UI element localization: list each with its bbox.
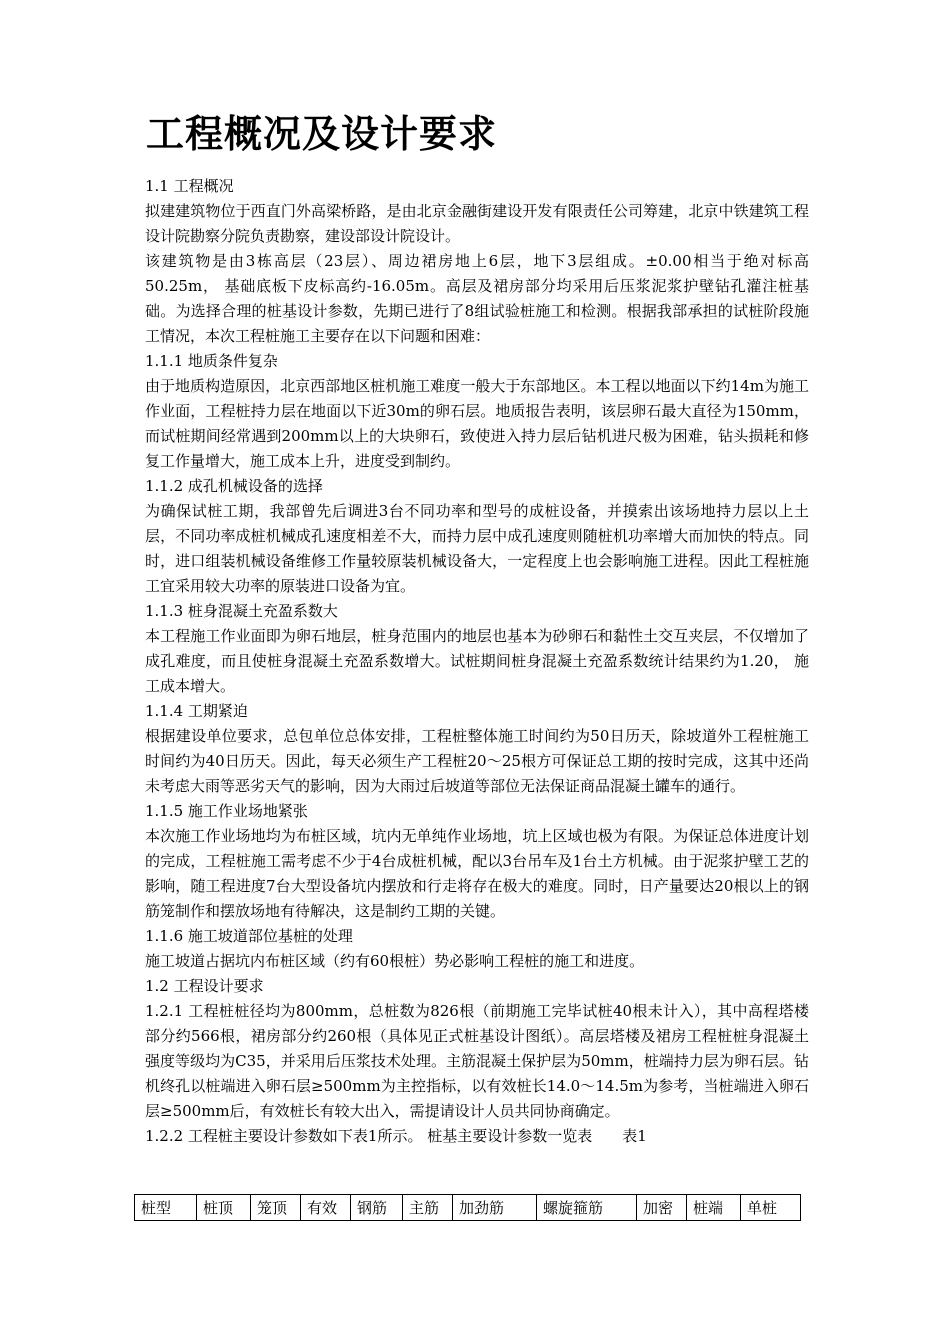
- table-header-cell: 有效: [301, 1195, 351, 1221]
- table-header-cell: 加劲筋: [453, 1195, 537, 1221]
- table-header-row: [135, 1195, 801, 1221]
- section-heading: 1.1.1 地质条件复杂: [145, 352, 278, 370]
- section-heading: 1.1 工程概况: [145, 177, 234, 195]
- table-header-cell: 桩型: [135, 1195, 197, 1221]
- parameter-table-wrapper: [134, 1194, 800, 1221]
- paragraph: 施工坡道占据坑内布桩区域（约有60根桩）势必影响工程桩的施工和进度。: [145, 952, 645, 970]
- section-heading: 1.1.5 施工作业场地紧张: [145, 802, 308, 820]
- document-title: 工程概况及设计要求: [146, 111, 498, 156]
- document-body: [145, 174, 809, 1149]
- table-header-cell: 桩端: [687, 1195, 741, 1221]
- table-header-cell: 钢筋: [351, 1195, 403, 1221]
- table-header-cell: 单桩: [741, 1195, 801, 1221]
- section-heading: 1.1.3 桩身混凝土充盈系数大: [145, 602, 338, 620]
- table-caption: 1.2.2 工程桩主要设计参数如下表1所示。 桩基主要设计参数一览表 表1: [145, 1127, 647, 1145]
- section-heading: 1.1.4 工期紧迫: [145, 702, 248, 720]
- paragraph: 拟建建筑物位于西直门外高梁桥路，是由北京金融街建设开发有限责任公司筹建，北京中铁建筑工程设计院勘察分院负责勘察，建设部设计院设计。: [145, 202, 809, 245]
- parameter-table: [134, 1194, 801, 1221]
- table-header-cell: 螺旋箍筋: [537, 1195, 637, 1221]
- paragraph: 为确保试桩工期，我部曾先后调进3台不同功率和型号的成桩设备，并摸索出该场地持力层以上土层，不同功率成桩机械成孔速度相差不大，而持力层中成孔速度则随桩机功率增大而加快的特点。同时，进口组装机械设备维修工作量较原装机械设备大，一定程度上也会影响施工进程。因此工程桩施工宜采用较大功率的原装进口设备为宜。: [145, 502, 809, 595]
- paragraph: 由于地质构造原因，北京西部地区桩机施工难度一般大于东部地区。本工程以地面以下约14m为施工作业面，工程桩持力层在地面以下近30m的卵石层。地质报告表明，该层卵石最大直径为150mm，而试桩期间经常遇到200mm以上的大块卵石，致使进入持力层后钻机进尺极为困难，钻头损耗和修复工作量增大，施工成本上升，进度受到制约。: [145, 377, 809, 470]
- section-heading: 1.2 工程设计要求: [145, 977, 264, 995]
- table-header-cell: 加密: [637, 1195, 687, 1221]
- paragraph: 本次施工作业场地均为布桩区域，坑内无单纯作业场地，坑上区域也极为有限。为保证总体进度计划的完成，工程桩施工需考虑不少于4台成桩机械，配以3台吊车及1台土方机械。由于泥浆护壁工艺的影响，随工程进度7台大型设备坑内摆放和行走将存在极大的难度。同时，日产量要达20根以上的钢筋笼制作和摆放场地有待解决，这是制约工期的关键。: [145, 827, 809, 920]
- table-header-cell: 主筋: [403, 1195, 453, 1221]
- section-heading: 1.1.6 施工坡道部位基桩的处理: [145, 927, 353, 945]
- section-heading: 1.1.2 成孔机械设备的选择: [145, 477, 323, 495]
- paragraph: 本工程施工作业面即为卵石地层，桩身范围内的地层也基本为砂卵石和黏性土交互夹层，不仅增加了成孔难度，而且使桩身混凝土充盈系数增大。试桩期间桩身混凝土充盈系数统计结果约为1.20， 施工成本增大。: [145, 627, 809, 695]
- paragraph: 根据建设单位要求，总包单位总体安排，工程桩整体施工时间约为50日历天，除坡道外工程桩施工时间约为40日历天。因此，每天必须生产工程桩20～25根方可保证总工期的按时完成，这其中还尚未考虑大雨等恶劣天气的影响，因为大雨过后坡道等部位无法保证商品混凝土罐车的通行。: [145, 727, 809, 795]
- table-header-cell: 桩顶: [197, 1195, 251, 1221]
- paragraph: 该建筑物是由3栋高层（23层）、周边裙房地上6层，地下3层组成。±0.00相当于绝对标高50.25m， 基础底板下皮标高约-16.05m。高层及裙房部分均采用后压浆泥浆护壁钻孔灌注桩基础。为选择合理的桩基设计参数，先期已进行了8组试验桩施工和检测。根据我部承担的试桩阶段施工情况，本次工程桩施工主要存在以下问题和困难：: [145, 252, 809, 345]
- paragraph: 1.2.1 工程桩桩径均为800mm，总桩数为826根（前期施工完毕试桩40根未计入），其中高程塔楼部分约566根，裙房部分约260根（具体见正式桩基设计图纸）。高层塔楼及裙房工程桩桩身混凝土强度等级均为C35，并采用后压浆技术处理。主筋混凝土保护层为50mm，桩端持力层为卵石层。钻机终孔以桩端进入卵石层≥500mm为主控指标，以有效桩长14.0～14.5m为参考，当桩端进入卵石层≥500mm后，有效桩长有较大出入，需提请设计人员共同协商确定。: [145, 1002, 809, 1120]
- table-header-cell: 笼顶: [251, 1195, 301, 1221]
